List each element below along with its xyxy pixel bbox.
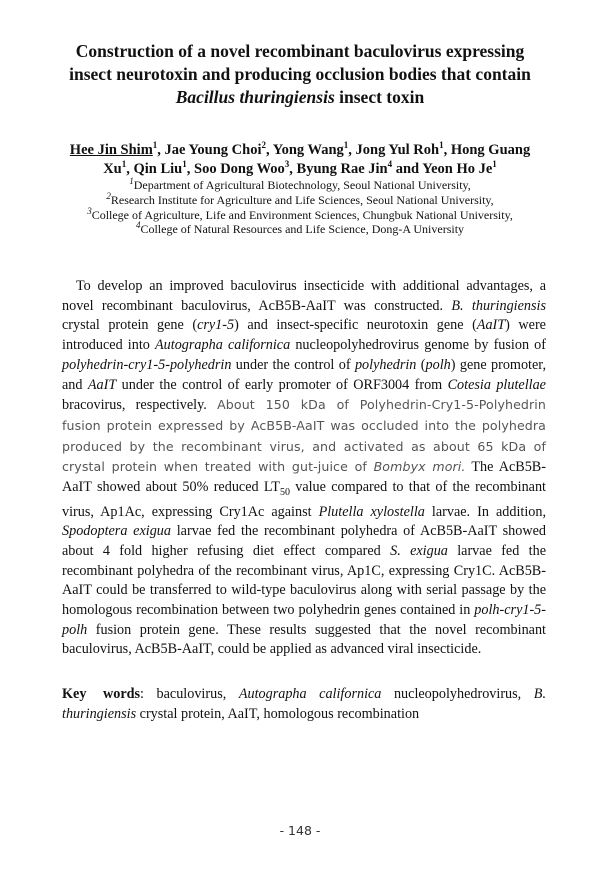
author-name: Jae Young Choi	[164, 142, 262, 158]
keywords-italic: B. thuringiensis	[62, 686, 546, 722]
keywords-text: nucleopolyhedrovirus,	[381, 686, 534, 702]
abstract-text: ) and insect-specific neurotoxin gene (	[234, 317, 477, 334]
abstract-paragraph	[62, 277, 546, 660]
author-separator: ,	[266, 142, 273, 158]
author-name: Hong Guang Xu	[103, 142, 531, 177]
author-affiliation-mark: 1	[343, 140, 349, 151]
author-affiliation-mark: 1	[439, 140, 444, 151]
author-name: Yeon Ho Je	[422, 161, 493, 177]
abstract-text: fusion protein gene. These results suggested that the novel recombinant baculovirus, AcB5B-AaIT, could be applied as advanced viral insecticide.	[62, 621, 546, 658]
abstract-italic: Cotesia plutellae	[447, 376, 546, 393]
affiliation-list	[40, 178, 560, 237]
affiliation-mark: 3	[87, 205, 92, 216]
abstract-italic: S. exigua	[390, 542, 448, 559]
abstract-text: bracovirus, respectively.	[62, 397, 218, 414]
author-affiliation-mark: 1	[492, 159, 497, 170]
abstract-text: under the control of early promoter of ORF3004 from	[116, 376, 448, 393]
affiliation-text: Department of Agricultural Biotechnology, Seoul National University,	[133, 178, 471, 192]
abstract-text: crystal protein gene (	[62, 317, 198, 334]
title-line: insect neurotoxin and producing occlusion bodies that contain	[69, 64, 531, 84]
keywords-text: crystal protein, AaIT, homologous recombination	[136, 705, 420, 722]
title-species: Bacillus thuringiensis	[175, 87, 335, 107]
abstract-text: ) gene promoter, and	[62, 356, 546, 393]
keywords-text: : baculovirus,	[140, 686, 239, 702]
affiliation	[40, 178, 560, 193]
abstract-text: nucleopolyhedrovirus genome by fusion of	[290, 337, 546, 354]
abstract-italic: cry1-5	[197, 317, 235, 334]
title-line-rest: insect toxin	[334, 87, 425, 107]
keywords-label: Key words	[62, 686, 141, 702]
abstract-italic: Plutella xylostella	[318, 503, 425, 520]
paper-title	[60, 40, 540, 109]
author-separator: ,	[157, 142, 165, 158]
affiliation-text: College of Natural Resources and Life Science, Dong-A University	[140, 222, 465, 237]
affiliation-text: Research Institute for Agriculture and Life Sciences, Seoul National University,	[110, 192, 494, 207]
page-number: - 148 -	[279, 823, 321, 838]
abstract-italic: Autographa californica	[155, 337, 291, 354]
author-list	[62, 141, 538, 179]
affiliation-mark: 4	[135, 220, 141, 231]
abstract-text: larvae fed the recombinant polyhedra of AcB5B-AaIT showed about 4 fold higher refusing diet effect compared	[62, 523, 546, 559]
author-affiliation-mark: 1	[152, 140, 158, 151]
author-separator: ,	[186, 161, 194, 177]
abstract-text: larvae fed the recombinant polyhedra of the recombinant virus, Ap1C, expressing Cry1C. AcB5B-AaIT could be transferred to wild-type baculovirus along with serial passage by the homologous recombination between two polyhedrin genes contained in	[62, 542, 546, 619]
author-affiliation-mark: 4	[387, 159, 393, 170]
abstract-text: under the control of	[231, 356, 355, 373]
abstract-text: The AcB5B-AaIT showed about 50% reduced LT	[62, 459, 546, 496]
author-name: Qin Liu	[133, 161, 183, 177]
abstract-italic: polyhedrin-cry1-5-polyhedrin	[62, 356, 232, 373]
affiliation	[40, 205, 560, 223]
affiliation-mark: 2	[106, 190, 111, 201]
abstract-subscript: 50	[279, 486, 290, 498]
keywords-italic: Autographa californica	[238, 686, 382, 702]
abstract-text: (	[416, 356, 426, 373]
author-name: Hee Jin Shim	[69, 142, 153, 158]
author-affiliation-mark: 2	[261, 140, 266, 151]
author-separator: ,	[289, 161, 297, 177]
title-line: Construction of a novel recombinant baculovirus expressing	[75, 41, 525, 61]
abstract-italic: polyhedrin	[354, 356, 417, 373]
affiliation-mark: 1	[129, 176, 134, 186]
abstract-italic: AaIT	[87, 376, 117, 393]
keywords	[62, 685, 546, 724]
affiliation	[40, 190, 560, 208]
abstract-italic: polh-cry1-5-polh	[62, 602, 546, 638]
author-name: Byung Rae Jin	[296, 161, 388, 177]
abstract-gray-text: About 150 kDa of Polyhedrin-Cry1-5-Polyhedrin fusion protein expressed by AcB5B-AaIT was occluded into the polyhedra produced by the recombinant virus, and activated as about 65 kDa of crystal protein when treated with gut-juice of	[62, 397, 546, 475]
abstract-gray-italic: Bombyx mori.	[373, 459, 466, 475]
title-line	[60, 86, 540, 109]
affiliation	[40, 222, 560, 237]
affiliation-text: College of Agriculture, Life and Environment Sciences, Chungbuk National University,	[91, 207, 513, 222]
author-name: Jong Yul Roh	[355, 142, 440, 158]
author-separator: ,	[348, 142, 356, 158]
abstract-italic: polh	[425, 356, 451, 373]
abstract	[62, 277, 546, 660]
author-name: Yong Wang	[272, 142, 344, 158]
abstract-text: value compared to that of the recombinant virus, Ap1Ac, expressing Cry1Ac against	[62, 479, 546, 520]
abstract-text: To develop an improved baculovirus insecticide with additional advantages, a novel recombinant baculovirus, AcB5B-AaIT was constructed.	[62, 278, 546, 314]
author-affiliation-mark: 1	[182, 159, 187, 170]
author-separator: and	[392, 161, 423, 177]
author-separator: ,	[126, 161, 134, 177]
author-separator: ,	[443, 142, 451, 158]
abstract-italic: B. thuringiensis	[451, 297, 547, 314]
author-affiliation-mark: 3	[284, 159, 290, 170]
abstract-italic: Spodoptera exigua	[62, 523, 171, 540]
abstract-italic: AaIT	[476, 317, 506, 334]
author-name: Soo Dong Woo	[194, 161, 285, 177]
abstract-text: ) were introduced into	[62, 317, 546, 354]
author-affiliation-mark: 1	[121, 159, 127, 170]
abstract-text: larvae. In addition,	[424, 503, 546, 520]
